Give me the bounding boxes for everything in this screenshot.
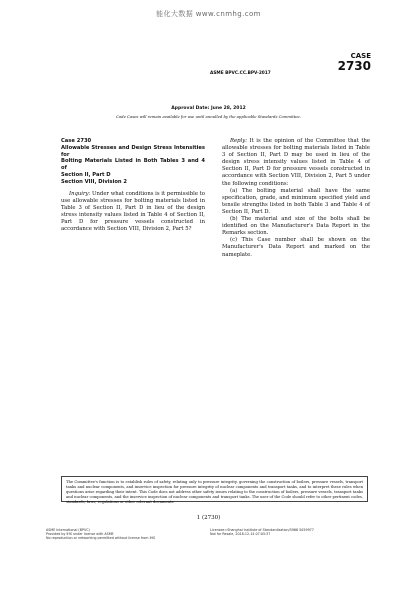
disclaimer-box: The Committee's function is to establish rules of safety, relating only to pressure integrity, governing the construction of boilers, pressure vessels, transport tanks and nuclear components, and inservice inspection for pressure integrity of nuclear components and transport tanks, and to interpret these rules when questions arise regarding their intent. This Code does not address other safety issues relating to the construction of boilers, pressure vessels, transport tanks and nuclear components, and the inservice inspection of nuclear components and transport tanks. The user of the Code should refer to other pertinent codes, standards, laws, regulations or other relevant documents.: [61, 476, 368, 502]
case-title-line: Allowable Stresses and Design Stress Intensities for: [61, 144, 205, 158]
license-line: Provided by IHS under license with ASME: [46, 532, 114, 537]
page-number: 1 (2730): [196, 515, 221, 521]
case-title-line: Section II, Part D: [61, 171, 111, 178]
reply-label: Reply:: [230, 138, 247, 144]
case-title-line: Bolting Materials Listed in Both Tables 3 and 4 of: [61, 158, 205, 172]
license-left: [46, 528, 155, 540]
approval-note: Code Cases will remain available for use until annulled by the applicable Standards Committee.: [115, 114, 302, 119]
approval-date: Approval Date: June 28, 2012: [171, 106, 246, 111]
inquiry-label: Inquiry:: [69, 190, 91, 197]
case-title-line: Case 2730: [61, 138, 92, 144]
code-reference: ASME BPVC.CC.BPV-2017: [210, 71, 271, 76]
license-right: [210, 528, 314, 536]
inquiry-paragraph: [61, 191, 205, 234]
license-line: Licensee=Shanghai Institute of Standardization/5966 5059977: [210, 528, 314, 532]
license-line: Not for Resale, 2018-12-14 07:05:37: [210, 532, 271, 537]
condition-item: (b) The material and size of the bolts shall be identified on the Manufacturer's Data Report in the Remarks section.: [222, 216, 370, 237]
reply-paragraph: [222, 138, 370, 188]
case-label: CASE: [350, 52, 371, 60]
watermark-text: 能化大数据 www.cnmhg.com: [156, 10, 261, 18]
reply-text: It is the opinion of the Committee that the allowable stresses for bolting materials listed in Table 3 of Section II, Part D may be used in lieu of the design stress intensity values listed in Table 4 of Section II, Part D for pressure vessels constructed in accordance with Section VIII, Division 2, Part 5 under the following conditions:: [222, 138, 370, 187]
case-title-line: Section VIII, Division 2: [61, 178, 128, 185]
right-column: [222, 138, 370, 259]
case-number: 2730: [337, 59, 371, 73]
license-line: ASME International (BPVC): [46, 528, 90, 532]
condition-item: (c) This Case number shall be shown on the Manufacturer's Data Report and marked on the nameplate.: [222, 237, 370, 258]
license-line: No reproduction or networking permitted without license from IHS: [46, 536, 156, 541]
inquiry-text: Under what conditions is it permissible to use allowable stresses for bolting materials listed in Table 3 of Section II, Part D in lieu of the design stress intensity values listed in Table 4 of Section II, Part D for pressure vessels constructed in accordance with Section VIII, Division 2, Part 5?: [61, 190, 205, 233]
condition-item: (a) The bolting material shall have the same specification, grade, and minimum specified yield and tensile strengths listed in both Table 3 and Table 4 of Section II, Part D.: [222, 187, 370, 215]
left-column: [61, 138, 205, 233]
